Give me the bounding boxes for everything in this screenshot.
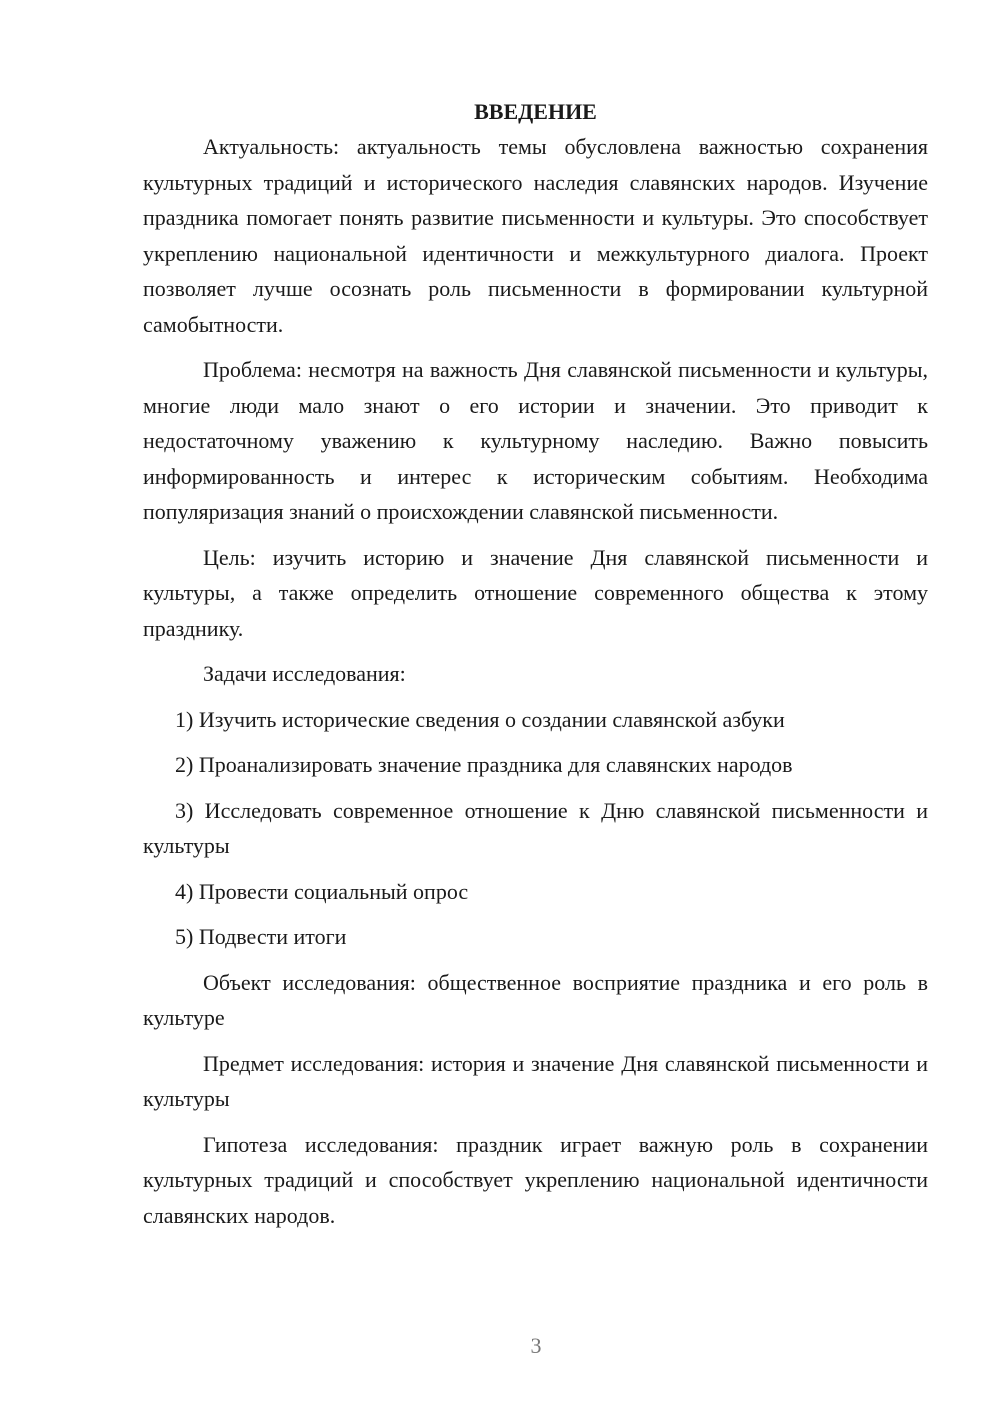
list-item: 1) Изучить исторические сведения о создании славянской азбуки	[175, 706, 785, 732]
tasks-list	[143, 702, 928, 955]
tasks-label: Задачи исследования:	[203, 661, 406, 686]
page-number: 3	[530, 1333, 542, 1358]
document-page	[143, 94, 928, 1243]
paragraph-subject: Предмет исследования: история и значение Дня славянской письменности и культуры	[143, 1050, 928, 1111]
paragraph-problem: Проблема: несмотря на важность Дня славянской письменности и культуры, многие люди мало знают о его истории и значении. Это приводит к недостаточному уважению к культурному наследию. Важно повысить информированность и интерес к историческим событиям. Необходима популяризация знаний о происхождении славянской письменности.	[143, 357, 928, 524]
paragraph-object: Объект исследования: общественное восприятие праздника и его роль в культуре	[143, 969, 928, 1030]
list-item: 3) Исследовать современное отношение к Дню славянской письменности и культуры	[143, 797, 928, 858]
paragraph-goal: Цель: изучить историю и значение Дня славянской письменности и культуры, а также определить отношение современного общества к этому празднику.	[143, 544, 928, 641]
list-item: 2) Проанализировать значение праздника для славянских народов	[175, 752, 793, 777]
paragraph-hypothesis: Гипотеза исследования: праздник играет важную роль в сохранении культурных традиций и способствует укреплению национальной идентичности славянских народов.	[143, 1131, 928, 1228]
paragraph-relevance: Актуальность: актуальность темы обусловлена важностью сохранения культурных традиций и исторического наследия славянских народов. Изучение праздника помогает понять развитие письменности и культуры. Это способствует укреплению национальной идентичности и межкультурного диалога. Проект позволяет лучше осознать роль письменности в формировании культурной самобытности.	[143, 134, 928, 337]
list-item: 4) Провести социальный опрос	[175, 878, 469, 904]
list-item: 5) Подвести итоги	[175, 924, 347, 949]
page-title: ВВЕДЕНИЕ	[474, 99, 597, 124]
